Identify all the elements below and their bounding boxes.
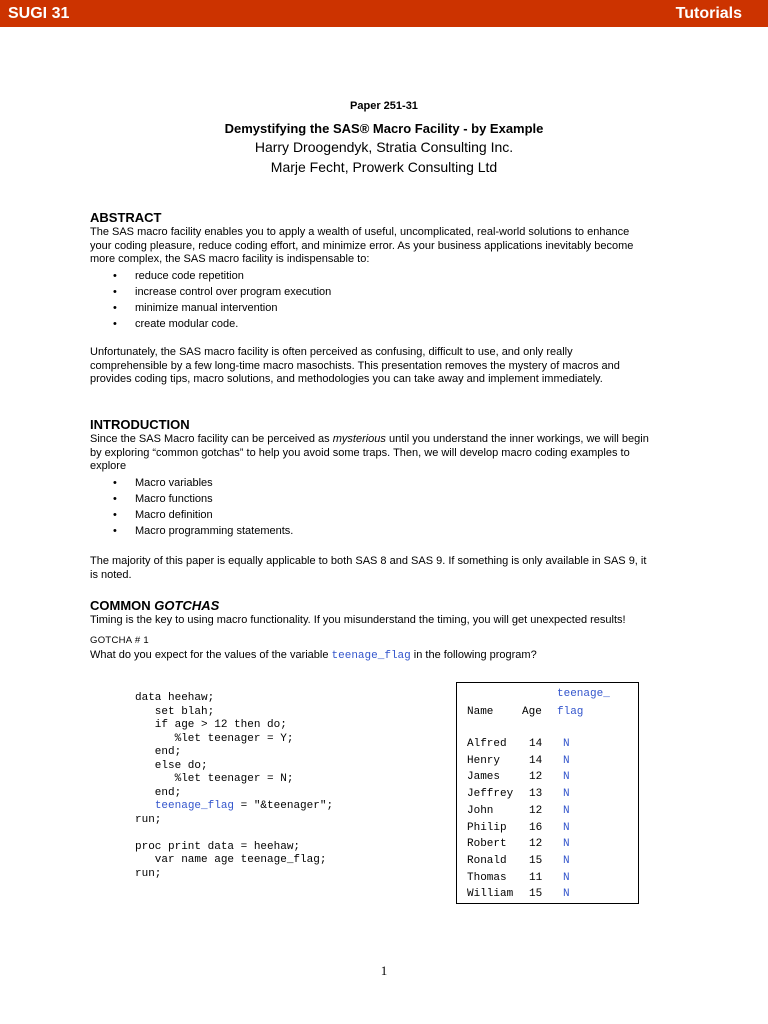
conference-name: SUGI 31 xyxy=(8,5,70,22)
output-cell-name: William xyxy=(467,888,514,901)
paragraph-line: is noted. xyxy=(90,568,132,581)
output-cell-age: 14 xyxy=(529,738,543,750)
code-line: proc print data = heehaw; xyxy=(135,840,301,853)
code-line: end; xyxy=(135,746,182,758)
output-cell-age: 15 xyxy=(529,854,543,867)
output-cell-flag: N xyxy=(563,854,570,867)
paragraph-line: explore xyxy=(90,460,127,472)
code-line: end; xyxy=(135,786,182,799)
list-item: • Macro programming statements. xyxy=(90,523,293,539)
output-cell-age: 15 xyxy=(529,888,543,901)
list-item: • reduce code repetition xyxy=(90,268,331,284)
paragraph-line: by exploring “common gotchas” to help you avoid some traps. Then, we will develop macro coding examples to xyxy=(90,446,630,459)
output-cell-name: John xyxy=(467,804,494,817)
page-number: 1 xyxy=(380,963,388,978)
gotcha-label: GOTCHA # 1 xyxy=(90,635,149,646)
introduction-paragraph-2 xyxy=(90,555,690,582)
abstract-heading: ABSTRACT xyxy=(90,210,162,225)
output-cell-flag: N xyxy=(563,821,570,834)
paragraph-line: The majority of this paper is equally applicable to both SAS 8 and SAS 9. If something is only available in SAS 9, it xyxy=(90,555,647,567)
header-teenage: teenage_ xyxy=(557,688,610,700)
code-variable: teenage_flag xyxy=(154,800,235,812)
list-item: • create modular code. xyxy=(90,316,331,332)
code-line: %let teenager = Y; xyxy=(135,732,294,745)
code-line: %let teenager = N; xyxy=(135,773,294,785)
paper-title: Demystifying the SAS® Macro Facility - by Example xyxy=(224,121,544,136)
code-line: teenage_flag = "&teenager"; xyxy=(154,800,334,812)
code-variable: teenage_flag xyxy=(331,650,411,662)
output-cell-age: 13 xyxy=(529,788,543,801)
output-cell-flag: N xyxy=(563,804,570,817)
output-cell-age: 12 xyxy=(529,804,543,817)
gotchas-heading: COMMON GOTCHAS xyxy=(90,598,220,613)
emphasis-text: mysterious xyxy=(332,433,386,445)
column-header-age: Age xyxy=(522,706,542,718)
code-line: var name age teenage_flag; xyxy=(135,854,327,866)
output-cell-flag: N xyxy=(563,738,570,750)
introduction-heading: INTRODUCTION xyxy=(90,417,190,432)
paragraph-line: provides coding tips, macro solutions, and methodologies you can take away and implement immediately. xyxy=(90,373,603,385)
output-cell-name: Robert xyxy=(467,838,507,851)
code-line: else do; xyxy=(135,759,208,772)
list-item: • Macro definition xyxy=(90,507,293,523)
code-blank-line xyxy=(135,827,333,841)
output-cell-age: 11 xyxy=(529,871,543,884)
list-item: • Macro functions xyxy=(90,491,293,507)
column-header-flag: flag xyxy=(557,706,584,718)
author-1: Harry Droogendyk, Stratia Consulting Inc. xyxy=(254,139,514,155)
paragraph-line: Unfortunately, the SAS macro facility is often perceived as confusing, difficult to use, and only really xyxy=(90,346,573,358)
output-listing-box xyxy=(456,682,639,904)
code-line: data heehaw; xyxy=(135,692,215,704)
output-cell-name: Henry xyxy=(467,754,501,767)
output-cell-name: Philip xyxy=(467,821,507,834)
output-cell-name: Ronald xyxy=(467,854,507,867)
gotcha-question: What do you expect for the values of the variable teenage_flag in the following program? xyxy=(90,649,537,662)
paragraph-line: comprehensible by a few long-time macro masochists. This presentation removes the mystery of macros and xyxy=(90,359,620,372)
author-2: Marje Fecht, Prowerk Consulting Ltd xyxy=(270,159,498,175)
section-name: Tutorials xyxy=(675,5,742,22)
code-line: set blah; xyxy=(135,705,215,718)
paragraph-line: Since the SAS Macro facility can be perceived as mysterious until you understand the inner workings, we will begin xyxy=(90,433,649,445)
column-header-name: Name xyxy=(467,706,494,718)
output-cell-name: Jeffrey xyxy=(467,788,514,801)
output-cell-name: Alfred xyxy=(467,738,507,750)
output-cell-name: Thomas xyxy=(467,871,507,884)
list-item: • minimize manual intervention xyxy=(90,300,331,316)
code-line: run; xyxy=(135,867,162,880)
abstract-line: The SAS macro facility enables you to apply a wealth of useful, uncomplicated, real-world solutions to enhance xyxy=(90,226,630,238)
output-cell-age: 12 xyxy=(529,771,543,784)
output-cell-flag: N xyxy=(563,888,570,901)
list-item: • Macro variables xyxy=(90,475,293,491)
conference-banner xyxy=(0,0,768,27)
gotchas-intro: Timing is the key to using macro functionality. If you misunderstand the timing, you will get unexpected results! xyxy=(90,614,626,626)
introduction-text xyxy=(90,433,690,474)
list-item: • increase control over program execution xyxy=(90,284,331,300)
output-cell-age: 14 xyxy=(529,754,543,767)
abstract-bullet-list xyxy=(90,268,331,332)
output-cell-flag: N xyxy=(563,871,570,884)
introduction-bullet-list xyxy=(90,475,293,539)
output-cell-flag: N xyxy=(563,754,570,767)
paper-number: Paper 251-31 xyxy=(350,100,418,112)
abstract-paragraph-2 xyxy=(90,346,690,387)
output-cell-flag: N xyxy=(563,788,570,801)
output-cell-flag: N xyxy=(563,771,570,784)
abstract-text xyxy=(90,226,690,267)
abstract-line: more complex, the SAS macro facility is indispensable to: xyxy=(90,253,370,265)
abstract-line: your coding pleasure, reduce coding effort, and minimize error. As your business applications inevitably become xyxy=(90,239,634,252)
output-cell-name: James xyxy=(467,771,501,784)
code-line: run; xyxy=(135,813,162,826)
output-cell-age: 16 xyxy=(529,821,543,834)
code-line: if age > 12 then do; xyxy=(135,719,287,731)
output-cell-flag: N xyxy=(563,838,570,851)
output-cell-age: 12 xyxy=(529,838,543,851)
code-block xyxy=(135,692,333,881)
